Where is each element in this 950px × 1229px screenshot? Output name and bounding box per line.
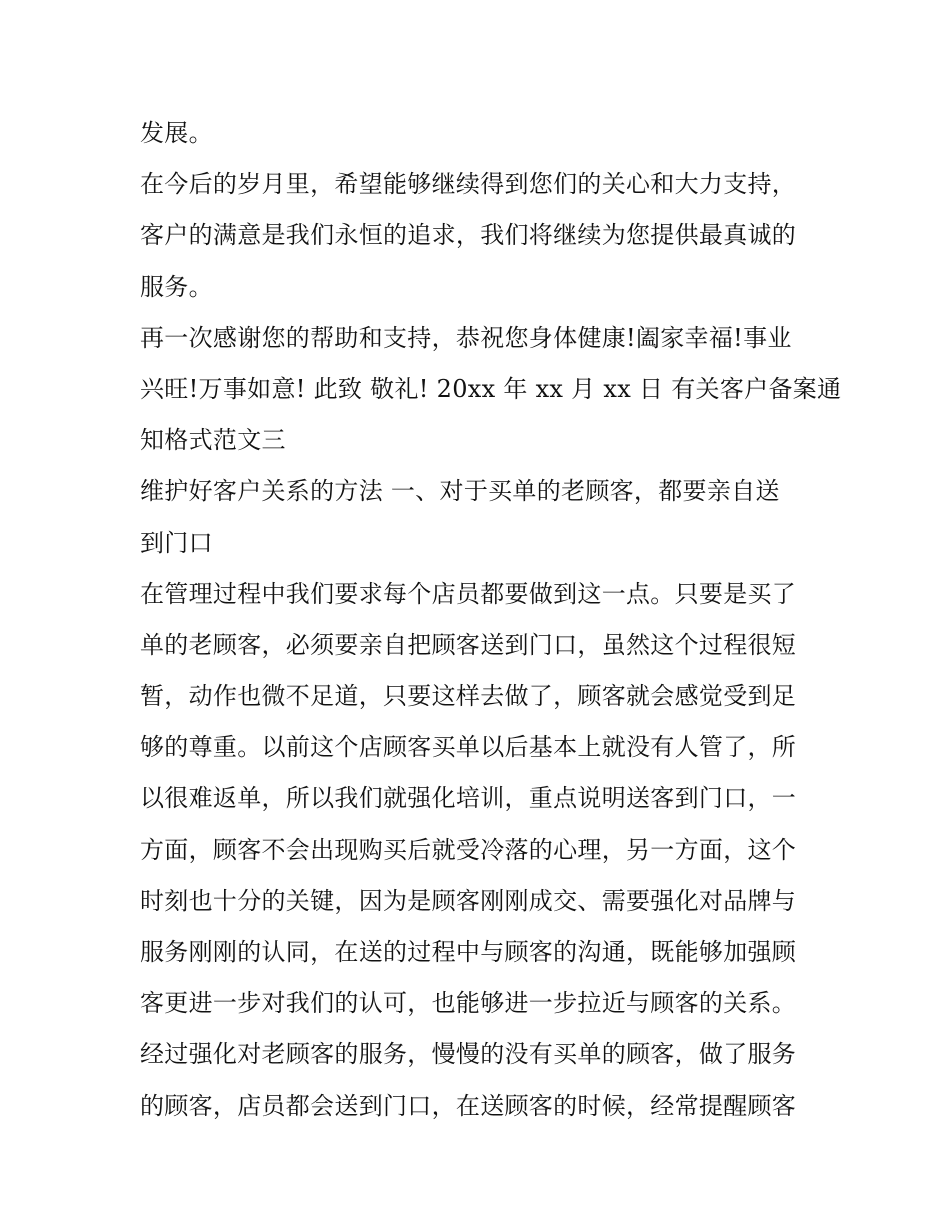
text-line: 方面，顾客不会出现购买后就受冷落的心理，另一方面，这个 — [140, 835, 797, 864]
text-line: 单的老顾客，必须要亲自把顾客送到门口，虽然这个过程很短 — [140, 630, 797, 659]
text-line: 服务刚刚的认同，在送的过程中与顾客的沟通，既能够加强顾 — [140, 938, 797, 966]
text-line: 暂，动作也微不足道，只要这样去做了，顾客就会感觉受到足 — [140, 682, 797, 711]
text-line: 经过强化对老顾客的服务，慢慢的没有买单的顾客，做了服务 — [140, 1040, 797, 1069]
text-line: 再一次感谢您的帮助和支持，恭祝您身体健康!阖家幸福!事业 — [140, 323, 792, 352]
text-line: 的顾客，店员都会送到门口，在送顾客的时候，经常提醒顾客 — [140, 1091, 797, 1120]
text-line: 在管理过程中我们要求每个店员都要做到这一点。只要是买了 — [140, 579, 797, 608]
text-line: 时刻也十分的关键，因为是顾客刚刚成交、需要强化对品牌与 — [140, 886, 797, 915]
text-line: 客户的满意是我们永恒的追求，我们将继续为您提供最真诚的 — [140, 221, 797, 250]
text-line: 到门口 — [140, 528, 213, 557]
text-line: 够的尊重。以前这个店顾客买单以后基本上就没有人管了，所 — [140, 733, 797, 762]
text-line: 客更进一步对我们的认可，也能够进一步拉近与顾客的关系。 — [140, 989, 797, 1018]
text-line: 发展。 — [140, 119, 213, 147]
body-text — [140, 108, 842, 1132]
text-line: 在今后的岁月里，希望能够继续得到您们的关心和大力支持， — [140, 170, 797, 199]
text-line: 维护好客户关系的方法 一、对于买单的老顾客，都要亲自送 — [140, 477, 780, 506]
text-line: 以很难返单，所以我们就强化培训，重点说明送客到门口，一 — [140, 784, 797, 813]
text-line: 兴旺!万事如意! 此致 敬礼! 20xx 年 xx 月 xx 日 有关客户备案通 — [140, 374, 842, 403]
text-line: 服务。 — [140, 272, 213, 301]
section-heading-line: 知格式范文三 — [140, 426, 286, 455]
